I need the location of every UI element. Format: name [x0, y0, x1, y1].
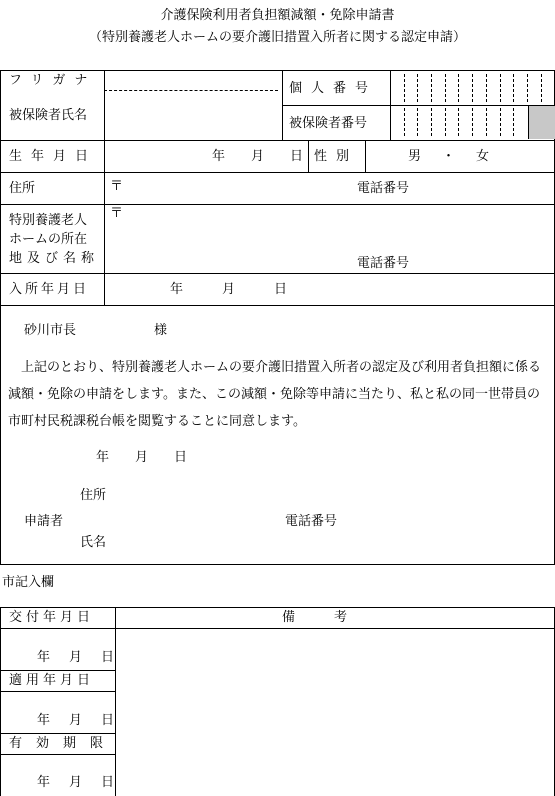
name-field[interactable] — [106, 92, 280, 138]
gender-options[interactable]: 男 ・ 女 — [408, 149, 494, 164]
personal-number-label: 個人番号 — [289, 81, 378, 96]
form-title: 介護保険利用者負担額減額・免除申請書 — [160, 8, 395, 23]
application-date[interactable]: 年 月 日 — [96, 450, 188, 465]
dob-label: 生年月日 — [9, 149, 98, 164]
name-label: 被保険者氏名 — [9, 108, 88, 123]
validity-label: 有効期限 — [9, 736, 118, 751]
remarks-field[interactable] — [117, 630, 553, 794]
address-field[interactable] — [125, 174, 350, 202]
apply-date-value[interactable]: 年 月 日 — [37, 713, 118, 728]
insured-no-shaded-cell — [528, 106, 555, 139]
gender-label: 性別 — [314, 149, 359, 164]
facility-label-line3: 地及び名称 — [9, 251, 100, 266]
dob-value[interactable]: 年 月 日 — [212, 149, 304, 164]
facility-field[interactable] — [125, 206, 350, 270]
validity-date-value[interactable]: 年 月 日 — [37, 775, 118, 790]
application-statement: 上記のとおり、特別養護老人ホームの要介護旧措置入所者の認定及び利用者負担額に係る減額・免除の申請をします。また、この減額・免除等申請に当たり、私と私の同一世帯員の市町村民税課税台帳を閲覧することに同意します。 — [8, 360, 542, 429]
issue-date-label: 交付年月日 — [9, 610, 95, 625]
office-section-heading: 市記入欄 — [2, 575, 55, 590]
honorific: 様 — [154, 323, 168, 338]
personal-number-field[interactable] — [392, 72, 553, 104]
furigana-label: フリガナ — [9, 73, 97, 88]
address-phone-label: 電話番号 — [357, 181, 410, 196]
address-label: 住所 — [9, 181, 36, 196]
furigana-field[interactable] — [106, 72, 280, 89]
facility-postal-mark: 〒 — [110, 206, 124, 221]
address-postal-mark: 〒 — [110, 179, 124, 194]
addressee: 砂川市長 — [24, 323, 77, 338]
insured-number-field[interactable] — [392, 107, 526, 139]
applicant-name-label: 氏名 — [80, 535, 107, 550]
issue-date-value[interactable]: 年 月 日 — [37, 650, 118, 665]
facility-phone-label: 電話番号 — [357, 256, 410, 271]
applicant-phone-label: 電話番号 — [285, 514, 338, 529]
admission-value[interactable]: 年 月 日 — [170, 282, 288, 297]
admission-label: 入所年月日 — [9, 282, 90, 297]
remarks-label: 備 考 — [282, 610, 348, 625]
applicant-label: 申請者 — [24, 514, 64, 529]
insured-number-label: 被保険者番号 — [289, 116, 368, 131]
facility-label-line2: ホームの所在 — [9, 232, 88, 247]
apply-date-label: 適用年月日 — [9, 673, 95, 688]
form-subtitle: （特別養護老人ホームの要介護旧措置入所者に関する認定申請） — [88, 30, 466, 45]
facility-label-line1: 特別養護老人 — [9, 213, 88, 228]
applicant-address-label: 住所 — [80, 488, 107, 503]
